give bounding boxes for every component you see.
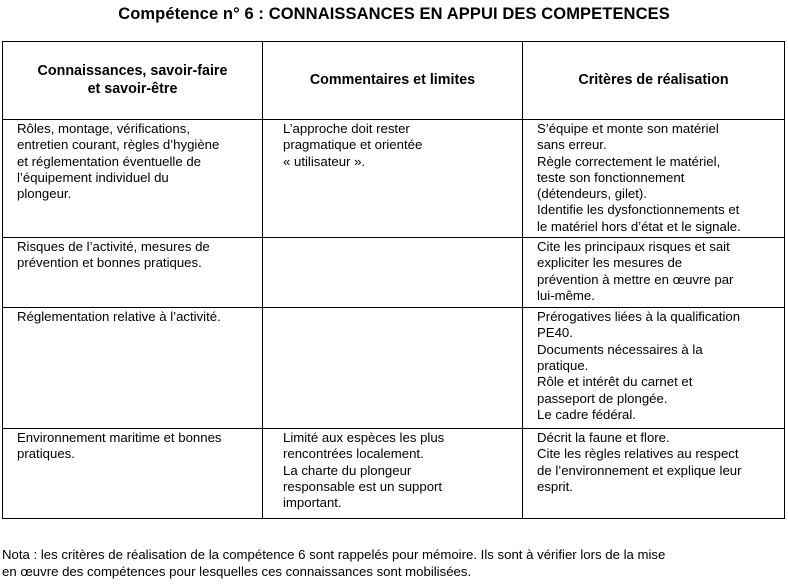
cell-line: prévention et bonnes pratiques. bbox=[17, 255, 202, 271]
cell-line: responsable est un support bbox=[283, 478, 443, 494]
cell-line: teste son fonctionnement bbox=[537, 169, 685, 185]
column-header-commentaires bbox=[263, 42, 523, 120]
cell-line: L’approche doit rester bbox=[283, 121, 410, 136]
cell-commentaires bbox=[263, 120, 523, 238]
cell-line: Limité aux espèces les plus bbox=[283, 430, 445, 446]
cell-line: expliciter les mesures de bbox=[537, 255, 683, 271]
cell-line: PE40. bbox=[537, 325, 573, 341]
cell-commentaires bbox=[263, 429, 523, 519]
table-row bbox=[3, 120, 785, 238]
cell-criteres bbox=[523, 429, 785, 519]
cell-line: esprit. bbox=[537, 478, 573, 494]
cell-line: entretien courant, règles d’hygiène bbox=[17, 137, 220, 153]
cell-line: Risques de l’activité, mesures de bbox=[17, 239, 210, 255]
cell-line: de l’environnement et explique leur bbox=[537, 462, 742, 478]
cell-line: Environnement maritime et bonnes bbox=[17, 430, 222, 446]
competence-table bbox=[2, 41, 785, 519]
table-row bbox=[3, 429, 785, 519]
cell-line: Règle correctement le matériel, bbox=[537, 153, 721, 169]
cell-connaissances bbox=[3, 120, 263, 238]
cell-line: Cite les règles relatives au respect bbox=[537, 446, 739, 462]
cell-line: « utilisateur ». bbox=[283, 153, 366, 169]
cell-criteres bbox=[523, 238, 785, 308]
nota-line: Nota : les critères de réalisation de la compétence 6 sont rappelés pour mémoire. Ils sont à vérifier lors de la mise bbox=[2, 547, 666, 562]
cell-line: Prérogatives liées à la qualification bbox=[537, 309, 741, 325]
nota-line: en œuvre des compétences pour lesquelles ces connaissances sont mobilisées. bbox=[2, 564, 472, 579]
column-header-criteres bbox=[523, 42, 785, 120]
cell-line: rencontrées localement. bbox=[283, 446, 424, 462]
cell-line: pragmatique et orientée bbox=[283, 137, 423, 153]
cell-line: Réglementation relative à l’activité. bbox=[17, 309, 221, 325]
cell-criteres bbox=[523, 120, 785, 238]
cell-line: Décrit la faune et flore. bbox=[537, 430, 670, 446]
cell-line: Le cadre fédéral. bbox=[537, 406, 636, 422]
cell-line: Identifie les dysfonctionnements et bbox=[537, 202, 740, 218]
cell-line: plongeur. bbox=[17, 186, 72, 202]
column-header-connaissances bbox=[3, 42, 263, 120]
cell-line: La charte du plongeur bbox=[283, 462, 412, 478]
cell-line: l’équipement individuel du bbox=[17, 169, 169, 185]
cell-line: pratique. bbox=[537, 357, 589, 373]
cell-line: Rôles, montage, vérifications, bbox=[17, 121, 190, 136]
cell-line: prévention à mettre en œuvre par bbox=[537, 271, 734, 287]
cell-commentaires bbox=[263, 308, 523, 429]
cell-line: (détendeurs, gilet). bbox=[537, 186, 647, 202]
cell-line: passeport de plongée. bbox=[537, 390, 668, 406]
cell-line: Rôle et intérêt du carnet et bbox=[537, 374, 693, 390]
table-header-row bbox=[3, 42, 785, 120]
cell-line: important. bbox=[283, 495, 342, 511]
header-line: Critères de réalisation bbox=[578, 71, 729, 88]
cell-criteres bbox=[523, 308, 785, 429]
table-row bbox=[3, 308, 785, 429]
footnote-nota bbox=[2, 546, 786, 580]
cell-line: lui-même. bbox=[537, 287, 595, 303]
cell-line: et réglementation éventuelle de bbox=[17, 153, 202, 169]
header-line: Connaissances, savoir-faire bbox=[37, 63, 228, 79]
cell-line: le matériel hors d’état et le signale. bbox=[537, 218, 741, 234]
cell-connaissances bbox=[3, 429, 263, 519]
table-row bbox=[3, 238, 785, 308]
header-line: et savoir-être bbox=[87, 80, 178, 97]
page-title: Compétence n° 6 : CONNAISSANCES EN APPUI DES COMPETENCES bbox=[118, 5, 670, 23]
cell-connaissances bbox=[3, 238, 263, 308]
cell-line: Documents nécessaires à la bbox=[537, 341, 703, 357]
header-line: Commentaires et limites bbox=[309, 71, 476, 88]
cell-line: S’équipe et monte son matériel bbox=[537, 121, 719, 136]
cell-line: sans erreur. bbox=[537, 137, 607, 153]
cell-commentaires bbox=[263, 238, 523, 308]
cell-line: Cite les principaux risques et sait bbox=[537, 239, 730, 255]
cell-connaissances bbox=[3, 308, 263, 429]
cell-line: pratiques. bbox=[17, 446, 75, 462]
